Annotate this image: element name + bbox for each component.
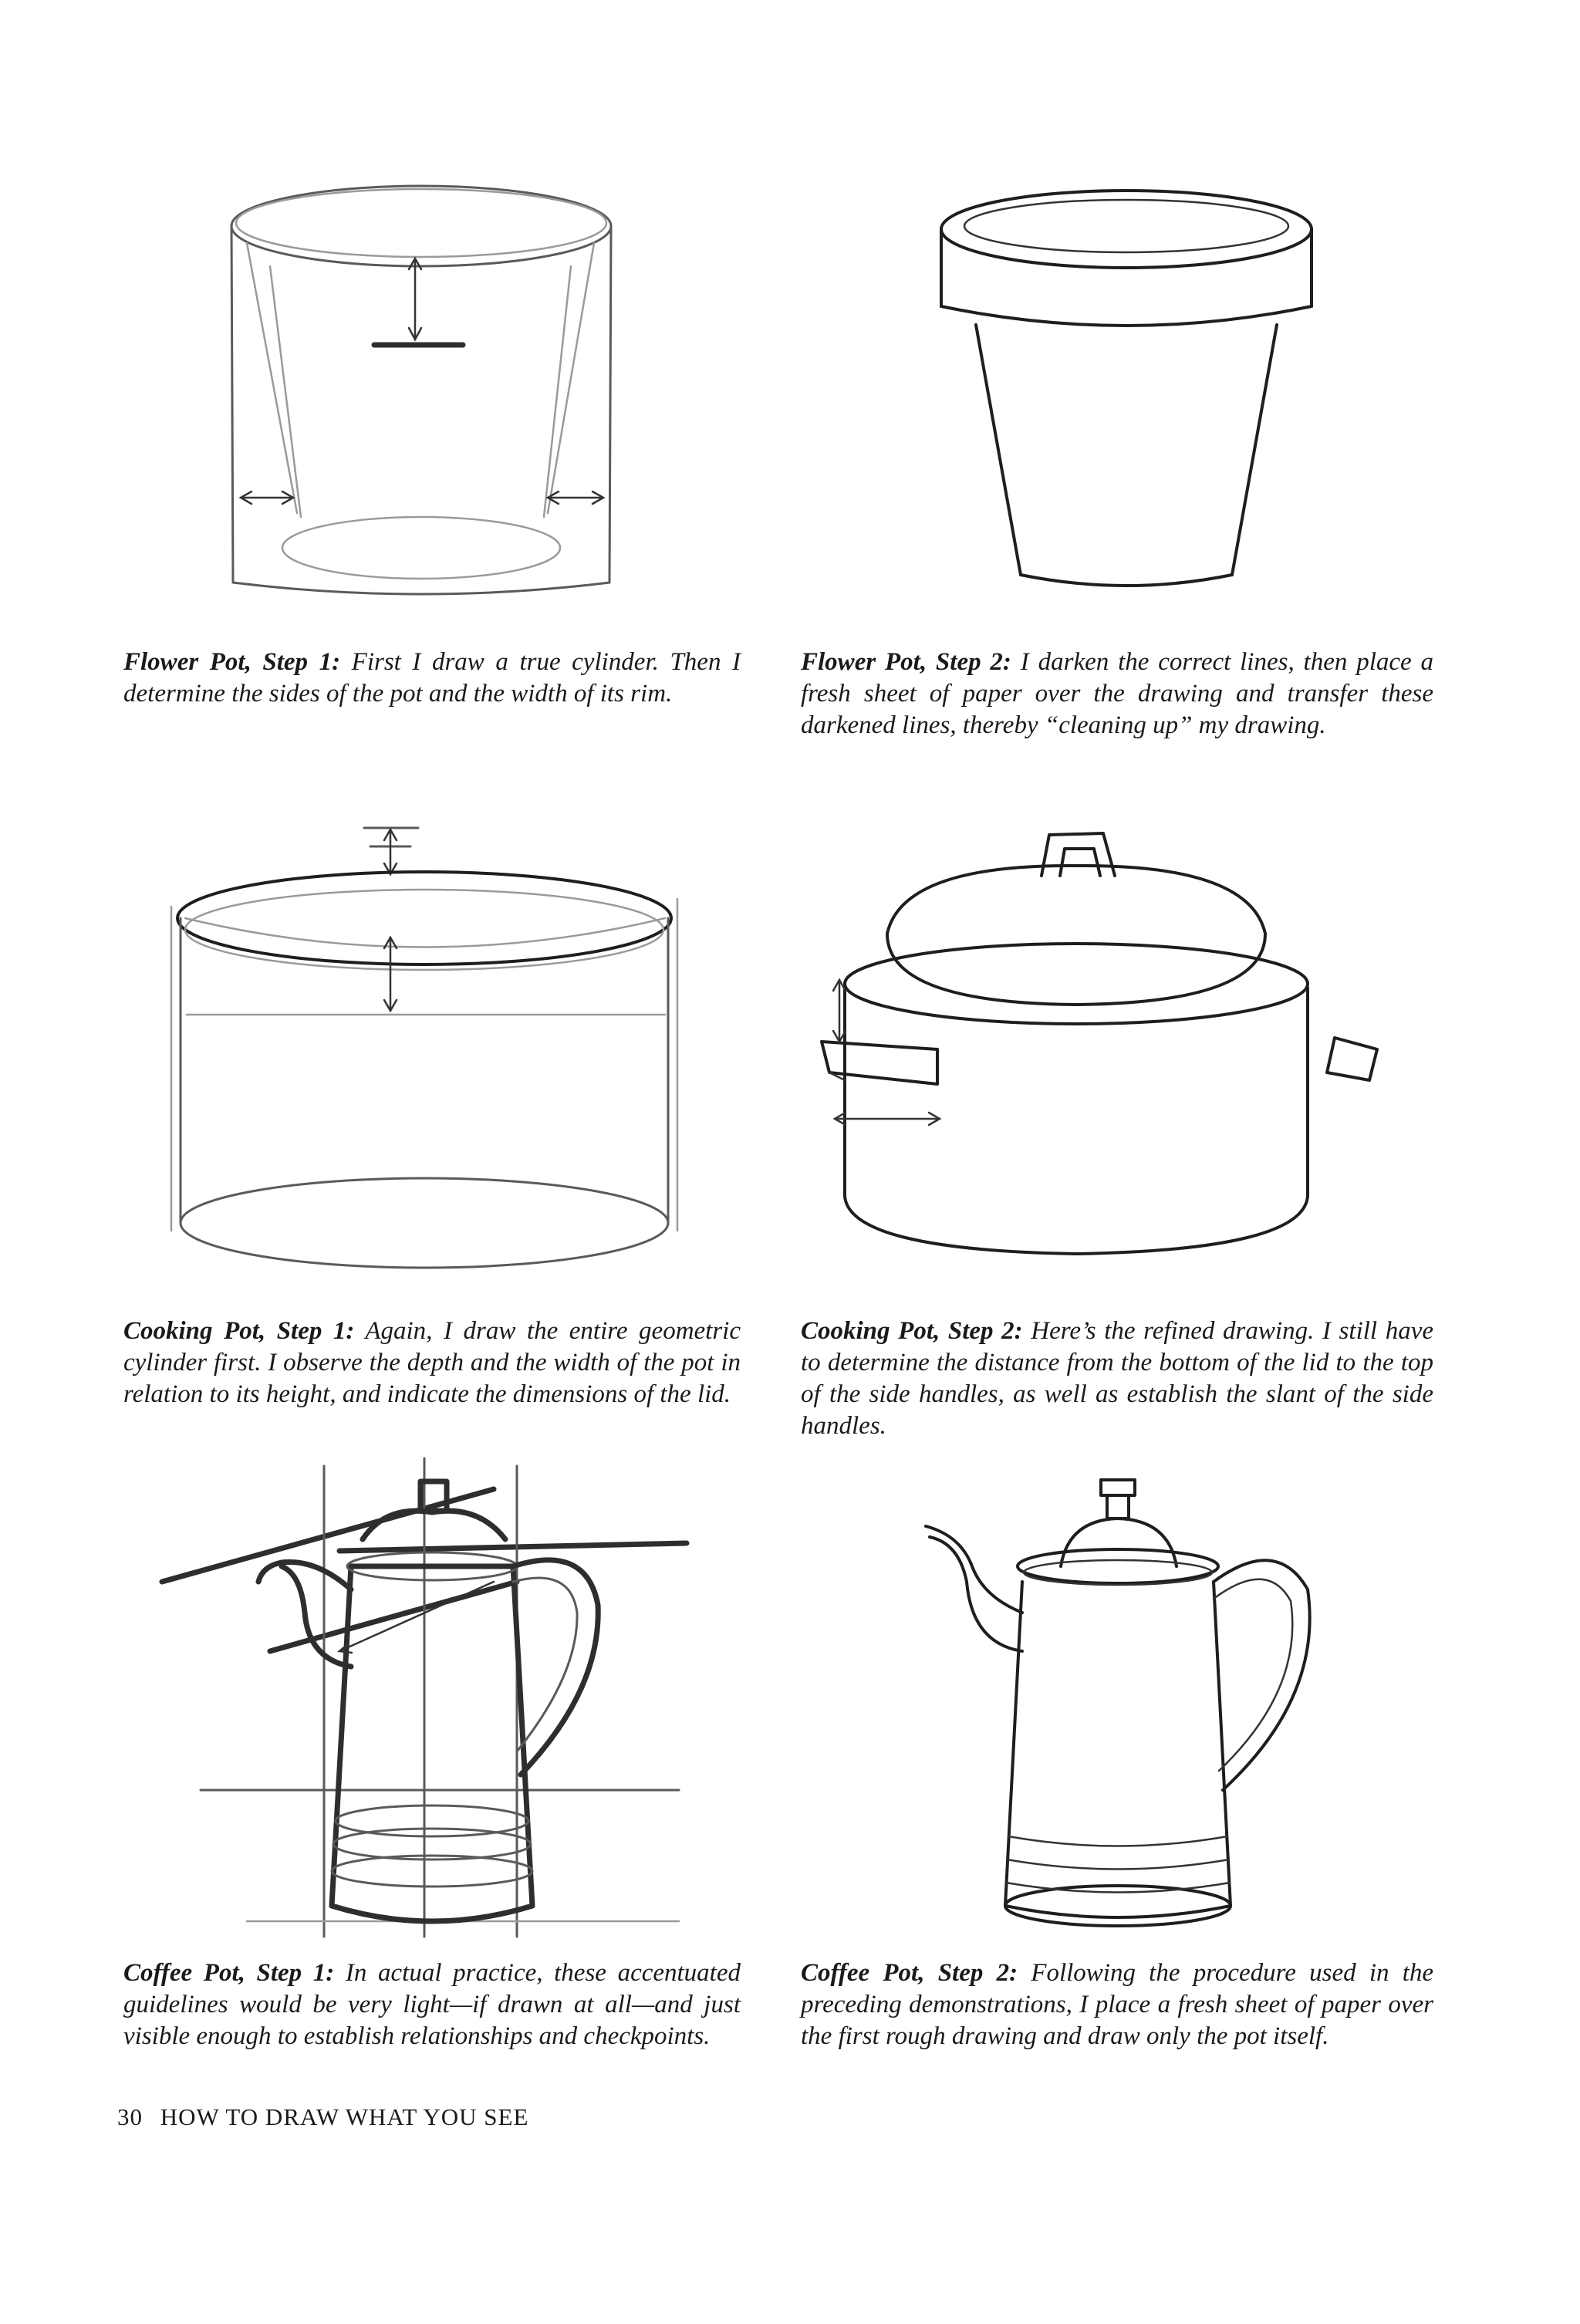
caption-title: Coffee Pot, Step 1: bbox=[123, 1959, 335, 1987]
coffee-pot-step2-drawing bbox=[914, 1466, 1354, 1952]
caption-title: Flower Pot, Step 1: bbox=[123, 648, 341, 676]
flower-pot-step2-drawing bbox=[930, 174, 1331, 613]
cooking-pot-step2-drawing bbox=[802, 818, 1404, 1281]
caption-text: Following the procedure used in the preceding demonstrations, I place a fresh sheet of paper over the first rough drawing and draw only the pot itself. bbox=[801, 1959, 1434, 2050]
caption-text: In actual practice, these accentuated guidelines would be very light—if drawn at all—and just visible enough to establish relationships and checkpoints. bbox=[123, 1959, 741, 2050]
caption-cooking-pot-step1 bbox=[123, 1316, 741, 1410]
page-footer bbox=[117, 2103, 528, 2131]
caption-flower-pot-step1 bbox=[123, 647, 741, 710]
caption-title: Cooking Pot, Step 2: bbox=[801, 1317, 1023, 1345]
running-title: HOW TO DRAW WHAT YOU SEE bbox=[160, 2103, 529, 2130]
caption-title: Coffee Pot, Step 2: bbox=[801, 1959, 1018, 1987]
caption-coffee-pot-step1 bbox=[123, 1957, 741, 2052]
caption-title: Cooking Pot, Step 1: bbox=[123, 1317, 355, 1345]
cooking-pot-step1-sketch bbox=[171, 814, 680, 1277]
caption-flower-pot-step2 bbox=[801, 647, 1433, 741]
caption-text: First I draw a true cylinder. Then I determine the sides of the pot and the width of its rim. bbox=[123, 648, 741, 708]
caption-title: Flower Pot, Step 2: bbox=[801, 648, 1011, 676]
coffee-pot-step1-sketch bbox=[154, 1458, 694, 1960]
caption-text: Here’s the refined drawing. I still have to determine the distance from the bottom of the lid to the top of the side handles, as well as establish the slant of the side handles. bbox=[801, 1317, 1433, 1440]
caption-text: I darken the correct lines, then place a fresh sheet of paper over the drawing and transfer these darkened lines, thereby “cleaning up” my drawing. bbox=[801, 648, 1434, 739]
page-number: 30 bbox=[117, 2103, 143, 2130]
caption-coffee-pot-step2 bbox=[801, 1957, 1433, 2052]
flower-pot-step1-sketch bbox=[224, 174, 625, 613]
caption-text: Again, I draw the entire geometric cylinder first. I observe the depth and the width of the pot in relation to its height, and indicate the dimensions of the lid. bbox=[123, 1317, 741, 1408]
caption-cooking-pot-step2 bbox=[801, 1316, 1433, 1442]
